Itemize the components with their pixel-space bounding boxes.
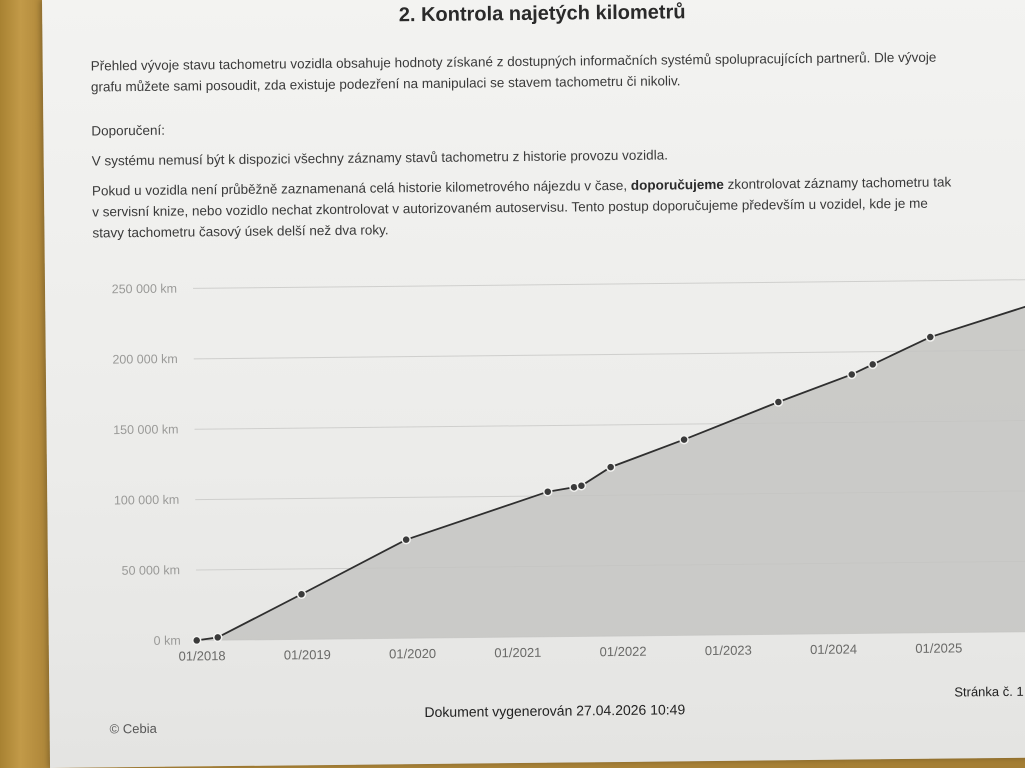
advice-line-3: stavy tachometru časový úsek delší než dva roky. [92,222,389,241]
x-tick-label: 01/2025 [915,640,963,656]
x-tick-label: 01/2024 [810,641,858,657]
x-tick-label: 01/2021 [494,644,542,661]
y-tick-label: 150 000 km [113,422,179,438]
data-point [774,398,782,406]
odometer-chart [45,260,1025,680]
data-point [607,463,615,471]
data-point [193,636,201,644]
page-title: 2. Kontrola najetých kilometrů [398,1,686,27]
x-tick-label: 01/2020 [389,645,437,662]
page-number: Stránka č. 1 [954,683,1024,700]
data-point [926,333,934,341]
advice-line-2: v servisní knize, nebo vozidlo nechat zkontrolovat v autorizovaném autoservisu. Tento postup doporučujeme především u vozidel, kde je me [92,195,928,220]
x-tick-label: 01/2023 [704,642,752,659]
x-tick-label: 01/2018 [178,648,226,664]
data-point [402,536,410,544]
data-point [297,590,305,598]
advice-line-1-end: zkontrolovat záznamy tachometru tak [723,174,952,192]
advice-line-1-start: Pokud u vozidla není průběžně zaznamenaná celá historie kilometrového nájezdu v čase, [91,177,631,199]
recommendation-heading: Doporučení: [91,122,165,139]
intro-line-2: grafu můžete sami posoudit, zda existuje podezření na manipulaci se stavem tachometru či nikoliv. [90,73,681,95]
odometer-chart-svg [45,260,1025,680]
generated-timestamp: Dokument vygenerován 27.04.2026 10:49 [424,701,686,721]
y-tick-label: 0 km [153,633,181,648]
intro-paragraph [91,46,1025,98]
data-point [869,360,877,368]
x-tick-label: 01/2022 [599,643,647,660]
data-point [848,370,856,378]
data-point [577,482,585,490]
data-point [544,488,552,496]
copyright: © Cebia [109,720,157,737]
x-tick-label: 01/2019 [283,647,331,663]
data-point [680,436,688,444]
advice-paragraph [92,171,1025,244]
y-tick-label: 50 000 km [121,563,181,578]
document-page [42,0,1025,768]
y-tick-label: 200 000 km [112,351,178,367]
y-gridline [193,280,1025,289]
data-point [214,633,222,641]
y-tick-label: 250 000 km [111,281,178,297]
intro-line-1: Přehled vývoje stavu tachometru vozidla obsahuje hodnoty získané z dostupných informačních systémů spolupracujících partnerů. Dle vývoje [90,49,937,74]
recommendation-note: V systému nemusí být k dispozici všechny záznamy stavů tachometru z historie provozu vozidla. [91,147,668,169]
advice-line-1-bold: doporučujeme [630,176,724,193]
y-tick-label: 100 000 km [113,492,180,508]
